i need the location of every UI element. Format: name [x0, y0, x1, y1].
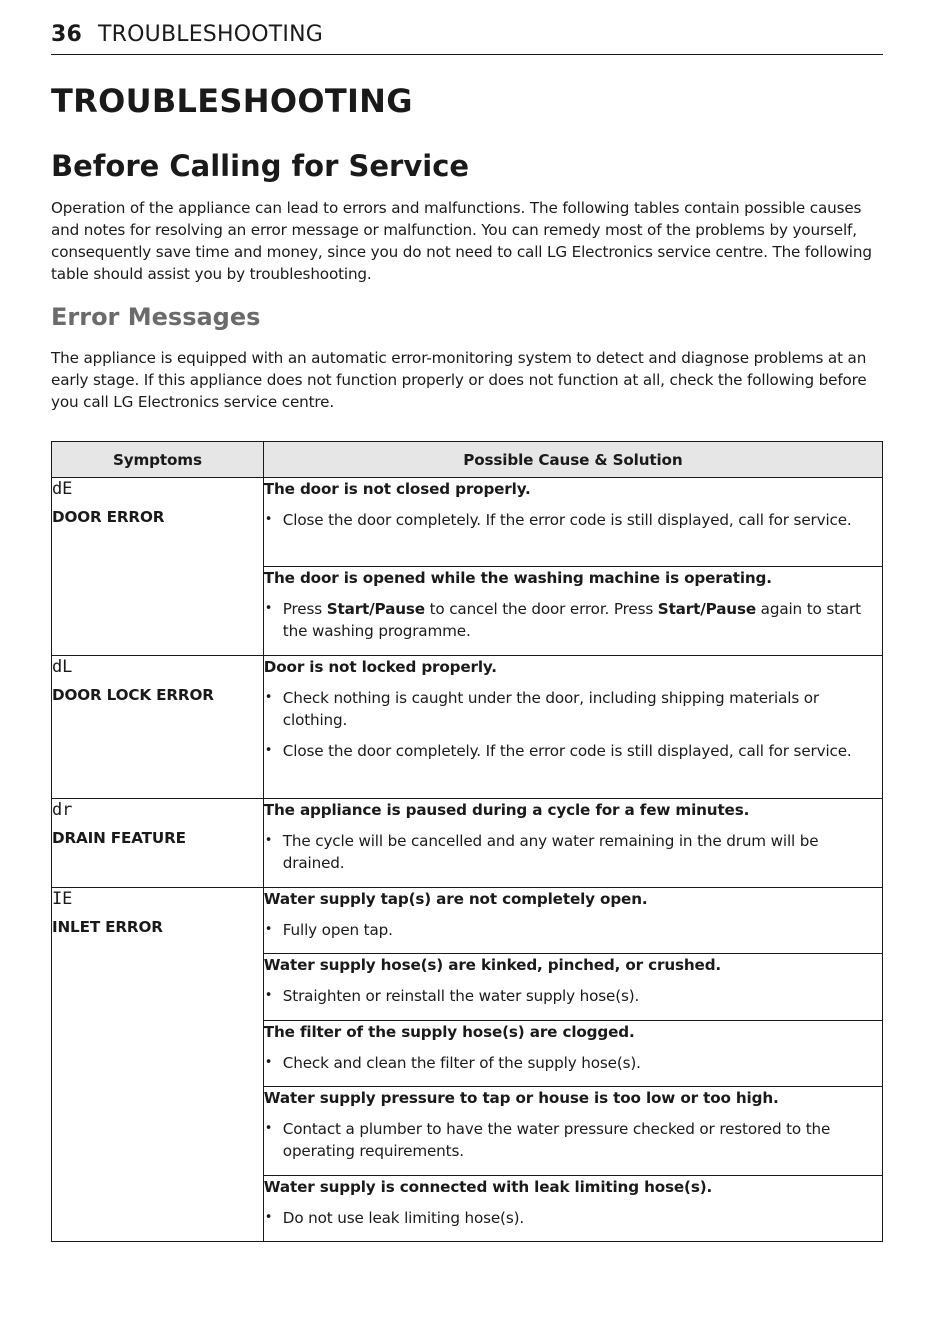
solution-item: • Check nothing is caught under the door, including shipping materials or clothing.: [264, 687, 882, 731]
solution-cell: [263, 1087, 882, 1176]
solution-item: • The cycle will be cancelled and any water remaining in the drum will be drained.: [264, 830, 882, 874]
table-row: [52, 478, 883, 567]
page-number: 36: [51, 22, 83, 47]
symptom-name: INLET ERROR: [52, 918, 163, 936]
error-messages-heading: Error Messages: [51, 303, 261, 331]
solution-cell: [263, 478, 882, 567]
solution-item: • Straighten or reinstall the water supply hose(s).: [264, 985, 882, 1007]
solution-cell: [263, 567, 882, 656]
troubleshooting-table: [51, 441, 883, 1242]
cause-text: The door is not closed properly.: [263, 480, 531, 498]
symptom-name: DOOR ERROR: [52, 508, 165, 526]
cause-text: The filter of the supply hose(s) are clogged.: [263, 1023, 635, 1041]
solution-cell: [263, 1176, 882, 1242]
symptom-cell: [52, 799, 264, 888]
cause-text: Water supply tap(s) are not completely open.: [263, 890, 648, 908]
page-title: TROUBLESHOOTING: [51, 82, 413, 120]
table-row: [52, 888, 883, 954]
symptom-cell: [52, 888, 264, 1242]
cause-text: The appliance is paused during a cycle for a few minutes.: [263, 801, 750, 819]
button-name: Start/Pause: [657, 600, 756, 618]
solution-item: • Check and clean the filter of the supply hose(s).: [264, 1052, 882, 1074]
solution-cell: [263, 888, 882, 954]
solution-cell: [263, 656, 882, 799]
solution-item: • Close the door completely. If the error code is still displayed, call for service.: [264, 740, 882, 762]
solution-item: • Close the door completely. If the error code is still displayed, call for service.: [264, 509, 882, 531]
table-row: [52, 799, 883, 888]
section-subtitle: Before Calling for Service: [51, 149, 470, 183]
solution-cell: [263, 799, 882, 888]
table-row: [52, 656, 883, 799]
symptom-cell: [52, 656, 264, 799]
solution-item: • Press Start/Pause to cancel the door error. Press Start/Pause again to start the washing programme.: [264, 598, 882, 642]
symptom-cell: [52, 478, 264, 656]
cause-text: Door is not locked properly.: [263, 658, 497, 676]
button-name: Start/Pause: [326, 600, 425, 618]
running-header: [51, 20, 883, 55]
error-code: dr: [52, 800, 73, 820]
section-name: TROUBLESHOOTING: [98, 22, 323, 47]
symptom-name: DRAIN FEATURE: [52, 829, 186, 847]
intro-paragraph: Operation of the appliance can lead to errors and malfunctions. The following tables contain possible causes and notes for resolving an error message or malfunction. You can remedy most of the problems by yourself, consequently save time and money, since you do not need to call LG Electronics service centre. The following table should assist you by troubleshooting.: [51, 199, 872, 283]
cause-text: Water supply pressure to tap or house is too low or too high.: [263, 1089, 779, 1107]
solution-cell: [263, 1021, 882, 1087]
solution-header: Possible Cause & Solution: [263, 442, 882, 478]
solution-cell: [263, 954, 882, 1021]
symptom-name: DOOR LOCK ERROR: [52, 686, 214, 704]
cause-text: Water supply is connected with leak limiting hose(s).: [263, 1178, 713, 1196]
symptoms-header: Symptoms: [52, 442, 264, 478]
error-code: dL: [52, 657, 73, 677]
error-code: dE: [52, 479, 73, 499]
cause-text: Water supply hose(s) are kinked, pinched, or crushed.: [263, 956, 722, 974]
cause-text: The door is opened while the washing machine is operating.: [263, 569, 772, 587]
error-code: IE: [52, 889, 73, 909]
table-header-row: [52, 442, 883, 478]
solution-item: • Fully open tap.: [264, 919, 882, 941]
error-intro-paragraph: The appliance is equipped with an automatic error-monitoring system to detect and diagnose problems at an early stage. If this appliance does not function properly or does not function at all, check the following before you call LG Electronics service centre.: [51, 349, 867, 411]
solution-item: • Contact a plumber to have the water pressure checked or restored to the operating requirements.: [264, 1118, 882, 1162]
solution-item: • Do not use leak limiting hose(s).: [264, 1207, 882, 1229]
